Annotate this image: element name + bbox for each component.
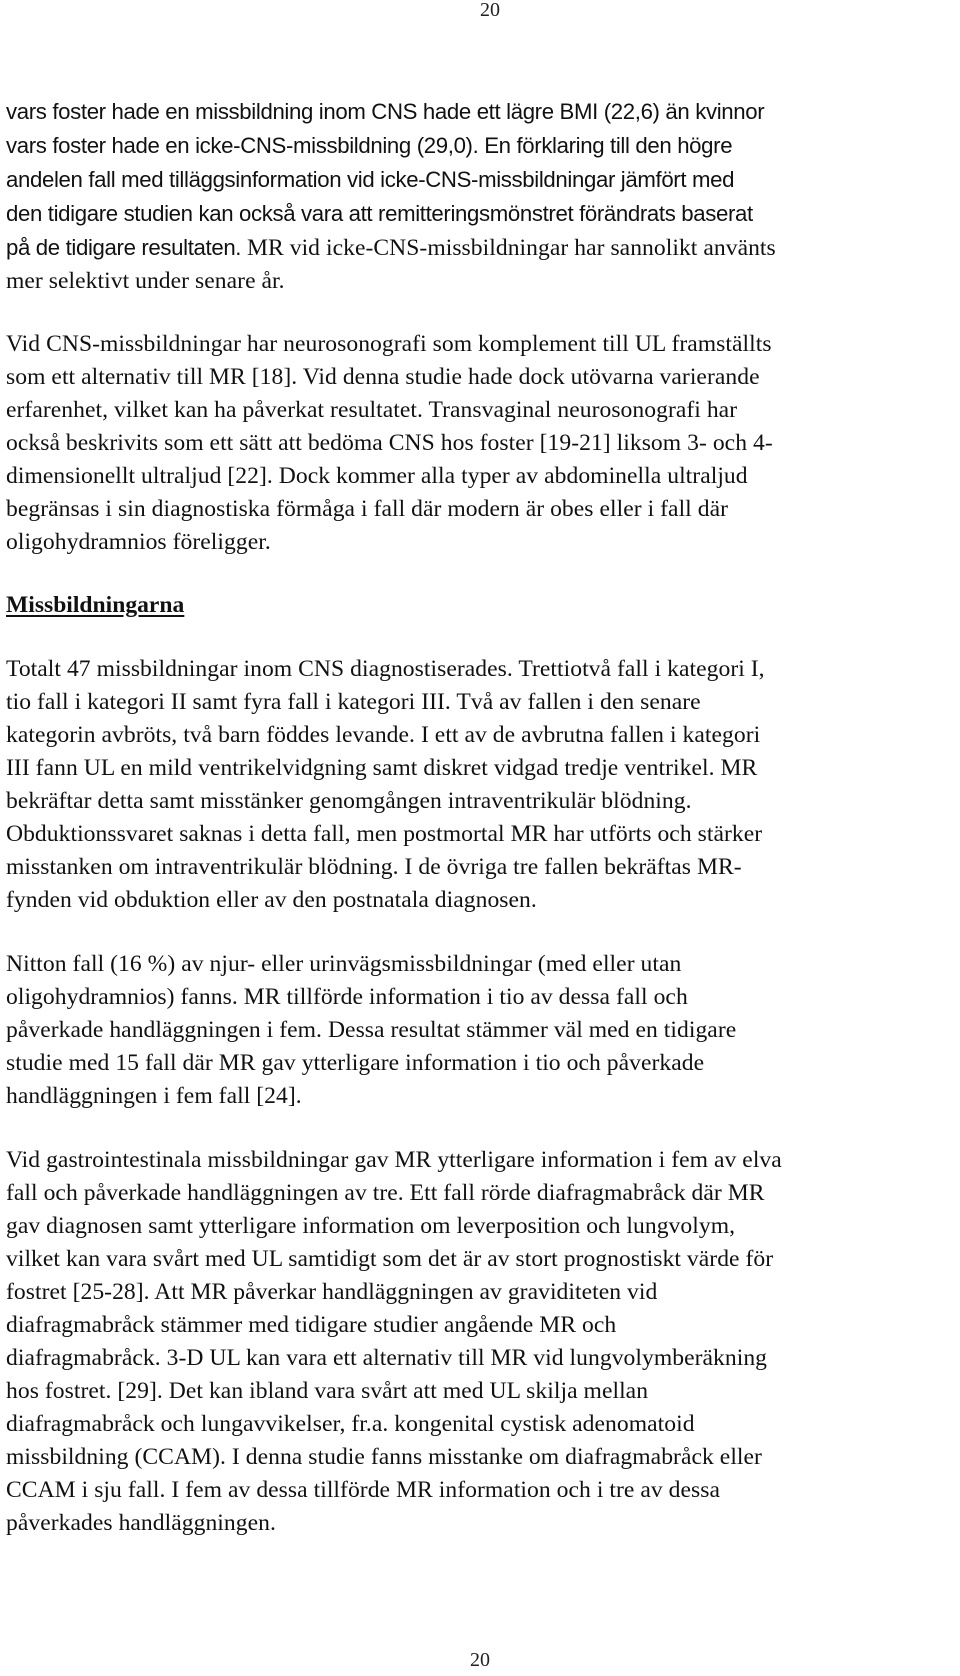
text-segment: vars foster hade en missbildning inom CNS hade ett lägre BMI (22,6) än kvinnor	[6, 99, 765, 124]
text-line: Obduktionssvaret saknas i detta fall, men postmortal MR har utförts och stärker	[6, 821, 763, 847]
paragraph-cns-missbildningar	[6, 653, 956, 917]
text-line	[6, 231, 956, 265]
page-number-top: 20	[480, 0, 500, 21]
paragraph-spacer	[6, 1113, 956, 1144]
paragraph-spacer	[6, 298, 956, 328]
text-line: vilket kan vara svårt med UL samtidigt som det är av stort prognostiskt värde för	[6, 1246, 774, 1272]
text-line: diafragmabråck. 3-D UL kan vara ett alternativ till MR vid lungvolymberäkning	[6, 1345, 768, 1371]
text-line	[6, 197, 956, 231]
text-line: fynden vid obduktion eller av den postnatala diagnosen.	[6, 887, 537, 913]
text-line: erfarenhet, vilket kan ha påverkat resultatet. Transvaginal neurosonografi har	[6, 397, 738, 423]
text-line: handläggningen i fem fall [24].	[6, 1083, 302, 1109]
text-segment: på de tidigare resultaten.	[6, 235, 247, 260]
paragraph-gastrointestinala	[6, 1144, 956, 1540]
paragraph-neurosonografi	[6, 328, 956, 559]
text-line: gav diagnosen samt ytterligare information om leverposition och lungvolym,	[6, 1213, 736, 1239]
text-line	[6, 129, 956, 163]
text-line: diafragmabråck och lungavvikelser, fr.a. kongenital cystisk adenomatoid	[6, 1411, 695, 1437]
document-body	[6, 95, 956, 1540]
text-line: fall och påverkade handläggningen av tre. Ett fall rörde diafragmabråck där MR	[6, 1180, 765, 1206]
paragraph-spacer	[6, 622, 956, 653]
section-heading: Missbildningarna	[6, 592, 185, 618]
text-line: fostret [25-28]. Att MR påverkar handläggningen av graviditeten vid	[6, 1279, 658, 1305]
text-segment: mer selektivt under senare år.	[6, 268, 285, 294]
text-segment: MR vid icke-CNS-missbildningar har sannolikt använts	[246, 235, 776, 261]
text-line	[6, 265, 956, 298]
text-line: Vid CNS-missbildningar har neurosonografi som komplement till UL framställts	[6, 331, 772, 357]
text-segment: vars foster hade en icke-CNS-missbildning (29,0). En förklaring till den högre	[6, 133, 733, 158]
text-line: bekräftar detta samt misstänker genomgången intraventrikulär blödning.	[6, 788, 692, 814]
text-segment: andelen fall med tilläggsinformation vid icke-CNS-missbildningar jämfört med	[6, 167, 735, 192]
text-line	[6, 163, 956, 197]
text-line: oligohydramnios föreligger.	[6, 529, 271, 555]
text-line: som ett alternativ till MR [18]. Vid denna studie hade dock utövarna varierande	[6, 364, 760, 390]
text-segment: den tidigare studien kan också vara att remitteringsmönstret förändrats baserat	[6, 201, 753, 226]
text-line: Nitton fall (16 %) av njur- eller urinvägsmissbildningar (med eller utan	[6, 951, 682, 977]
text-line: också beskrivits som ett sätt att bedöma CNS hos foster [19-21] liksom 3- och 4-	[6, 430, 773, 456]
text-line	[6, 95, 956, 129]
text-line: dimensionellt ultraljud [22]. Dock kommer alla typer av abdominella ultraljud	[6, 463, 748, 489]
paragraph-bmi-remittering	[6, 95, 956, 298]
text-line: III fann UL en mild ventrikelvidgning samt diskret vidgad tredje ventrikel. MR	[6, 755, 758, 781]
text-line: CCAM i sju fall. I fem av dessa tillförde MR information och i tre av dessa	[6, 1477, 721, 1503]
paragraph-spacer	[6, 917, 956, 948]
text-line: påverkade handläggningen i fem. Dessa resultat stämmer väl med en tidigare	[6, 1017, 737, 1043]
page-number-bottom: 20	[470, 1649, 490, 1671]
text-line: tio fall i kategori II samt fyra fall i kategori III. Två av fallen i den senare	[6, 689, 701, 715]
text-line: diafragmabråck stämmer med tidigare studier angående MR och	[6, 1312, 617, 1338]
text-line: kategorin avbröts, två barn föddes levande. I ett av de avbrutna fallen i kategori	[6, 722, 761, 748]
text-line: Totalt 47 missbildningar inom CNS diagnostiserades. Trettiotvå fall i kategori I,	[6, 656, 765, 682]
text-line: misstanken om intraventrikulär blödning. I de övriga tre fallen bekräftas MR-	[6, 854, 742, 880]
text-line: Vid gastrointestinala missbildningar gav MR ytterligare information i fem av elva	[6, 1147, 782, 1173]
paragraph-njur-urinvag	[6, 948, 956, 1113]
text-line: påverkades handläggningen.	[6, 1510, 276, 1536]
text-line: studie med 15 fall där MR gav ytterligare information i tio och påverkade	[6, 1050, 705, 1076]
text-line: hos fostret. [29]. Det kan ibland vara svårt att med UL skilja mellan	[6, 1378, 649, 1404]
text-line: oligohydramnios) fanns. MR tillförde information i tio av dessa fall och	[6, 984, 688, 1010]
paragraph-spacer	[6, 559, 956, 589]
text-line: begränsas i sin diagnostiska förmåga i fall där modern är obes eller i fall där	[6, 496, 729, 522]
text-line: missbildning (CCAM). I denna studie fanns misstanke om diafragmabråck eller	[6, 1444, 762, 1470]
